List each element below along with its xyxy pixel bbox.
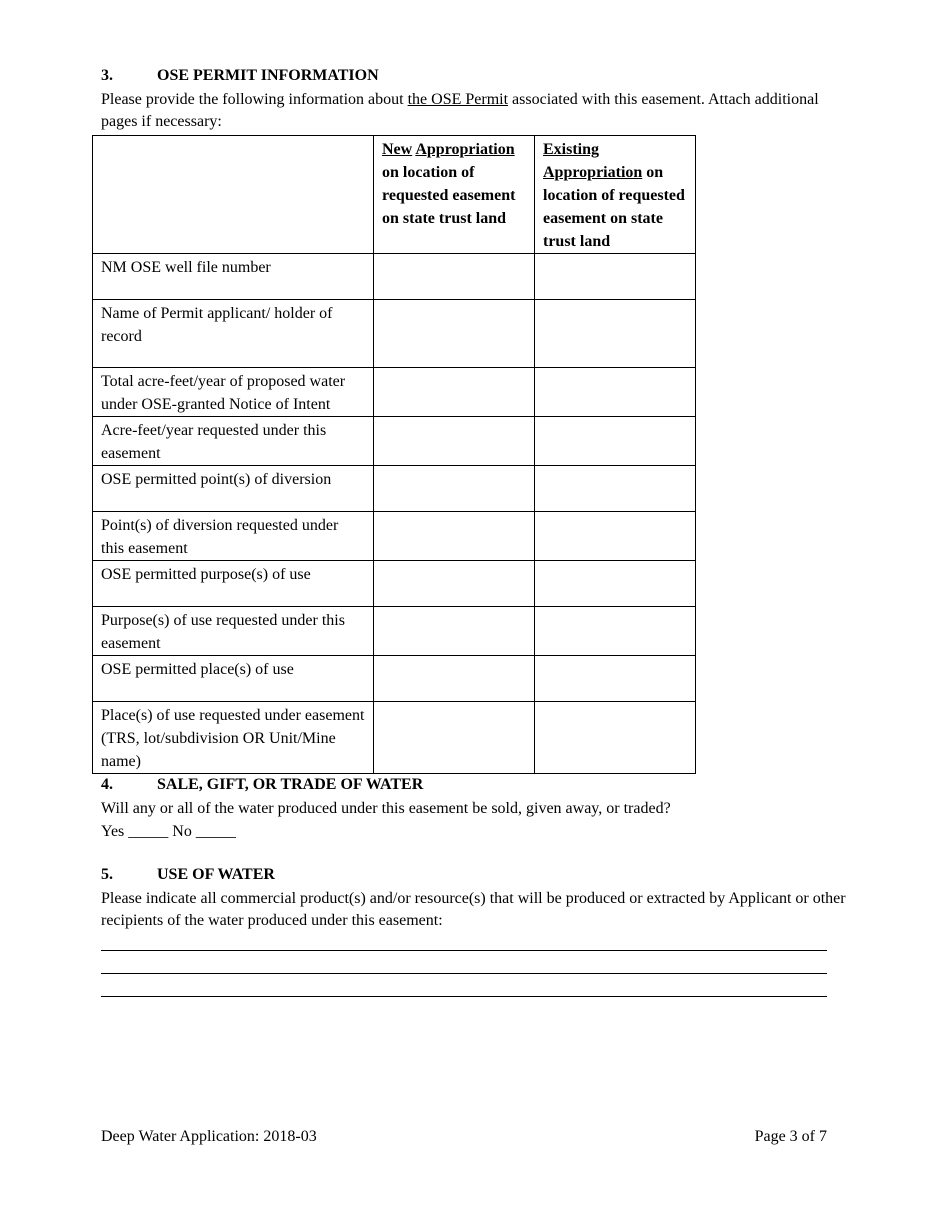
- row-label: Acre-feet/year requested under this easement: [93, 417, 374, 466]
- footer-page-number: Page 3 of 7: [754, 1128, 827, 1145]
- section-3-heading: [0, 67, 950, 89]
- new-appropriation-input-cell[interactable]: [374, 656, 535, 702]
- section-5-number: 5.: [101, 866, 113, 883]
- table-row: [93, 607, 696, 656]
- section-3-intro: [101, 89, 846, 133]
- section-3-number: 3.: [101, 67, 113, 84]
- header-existing-appropriation: Existing Appropriation on location of requested easement on state trust land: [535, 136, 696, 254]
- new-appropriation-input-cell[interactable]: [374, 300, 535, 368]
- row-label: NM OSE well file number: [93, 254, 374, 300]
- row-label: OSE permitted place(s) of use: [93, 656, 374, 702]
- row-label: Purpose(s) of use requested under this easement: [93, 607, 374, 656]
- ose-permit-table: [92, 135, 696, 774]
- existing-appropriation-input-cell[interactable]: [535, 702, 696, 774]
- existing-appropriation-input-cell[interactable]: [535, 607, 696, 656]
- table-row: [93, 512, 696, 561]
- row-label: OSE permitted purpose(s) of use: [93, 561, 374, 607]
- row-label: OSE permitted point(s) of diversion: [93, 466, 374, 512]
- existing-appropriation-input-cell[interactable]: [535, 512, 696, 561]
- row-label: Total acre-feet/year of proposed water under OSE-granted Notice of Intent: [93, 368, 374, 417]
- footer-document-id: Deep Water Application: 2018-03: [101, 1128, 317, 1145]
- table-row: [93, 254, 696, 300]
- header-empty-cell: [93, 136, 374, 254]
- section-4-title: SALE, GIFT, OR TRADE OF WATER: [157, 776, 424, 793]
- new-appropriation-input-cell[interactable]: [374, 702, 535, 774]
- table-row: [93, 466, 696, 512]
- answer-line-1[interactable]: [101, 950, 827, 951]
- existing-appropriation-input-cell[interactable]: [535, 466, 696, 512]
- row-label: Point(s) of diversion requested under this easement: [93, 512, 374, 561]
- new-appropriation-input-cell[interactable]: [374, 512, 535, 561]
- section-5-heading: [0, 866, 950, 888]
- row-label: Name of Permit applicant/ holder of record: [93, 300, 374, 368]
- intro-text-after: associated with this easement. Attach additional pages if necessary:: [101, 91, 819, 130]
- table-row: [93, 417, 696, 466]
- new-appropriation-input-cell[interactable]: [374, 561, 535, 607]
- answer-line-3[interactable]: [101, 996, 827, 997]
- new-appropriation-input-cell[interactable]: [374, 254, 535, 300]
- section-4-heading: [0, 776, 950, 798]
- existing-appropriation-input-cell[interactable]: [535, 254, 696, 300]
- section-5-title: USE OF WATER: [157, 866, 275, 883]
- yes-no-answer-line[interactable]: Yes _____ No _____: [101, 823, 236, 840]
- section-4-question: Will any or all of the water produced under this easement be sold, given away, or traded?: [101, 800, 671, 817]
- ose-permit-reference: the OSE Permit: [407, 91, 509, 108]
- existing-appropriation-input-cell[interactable]: [535, 368, 696, 417]
- table-row: [93, 656, 696, 702]
- existing-appropriation-input-cell[interactable]: [535, 561, 696, 607]
- table-row: [93, 368, 696, 417]
- table-row: [93, 702, 696, 774]
- header-new-appropriation: New Appropriation on location of requested easement on state trust land: [374, 136, 535, 254]
- new-appropriation-input-cell[interactable]: [374, 607, 535, 656]
- intro-text-before: Please provide the following information about: [101, 91, 408, 108]
- table-header-row: [93, 136, 696, 254]
- row-label: Place(s) of use requested under easement (TRS, lot/subdivision OR Unit/Mine name): [93, 702, 374, 774]
- new-appropriation-input-cell[interactable]: [374, 417, 535, 466]
- section-5-prompt: Please indicate all commercial product(s) and/or resource(s) that will be produced or extracted by Applicant or other recipients of the water produced under this easement:: [101, 890, 846, 929]
- table-row: [93, 561, 696, 607]
- new-appropriation-input-cell[interactable]: [374, 368, 535, 417]
- new-appropriation-input-cell[interactable]: [374, 466, 535, 512]
- existing-appropriation-input-cell[interactable]: [535, 656, 696, 702]
- existing-appropriation-input-cell[interactable]: [535, 417, 696, 466]
- answer-line-2[interactable]: [101, 973, 827, 974]
- table-row: [93, 300, 696, 368]
- section-4-number: 4.: [101, 776, 113, 793]
- section-3-title: OSE PERMIT INFORMATION: [157, 67, 379, 84]
- existing-appropriation-input-cell[interactable]: [535, 300, 696, 368]
